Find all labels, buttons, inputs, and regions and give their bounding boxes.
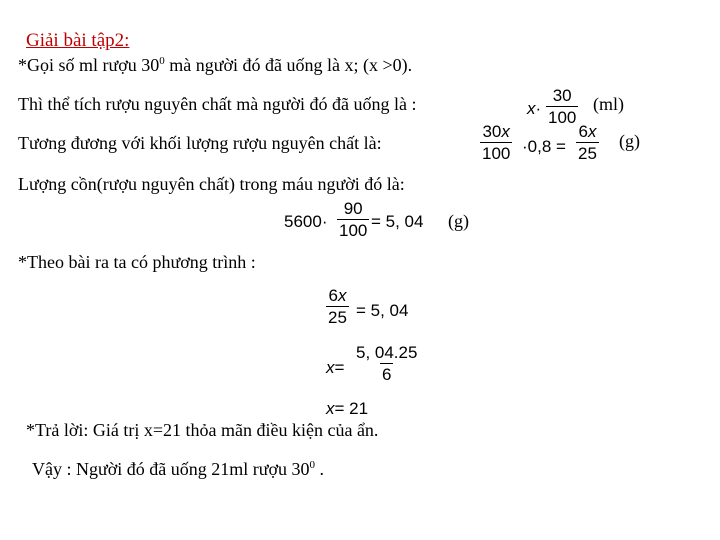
volume-fraction (546, 87, 578, 126)
line1-text: *Gọi số ml rượu 30 (18, 55, 160, 75)
fraction-numerator: 90 (343, 199, 363, 218)
fraction-denominator: 100 (339, 221, 368, 240)
conclusion-main: Vậy : Người đó đã uống 21ml rượu 30 (32, 459, 310, 479)
conclusion-degree: 0 (309, 459, 316, 471)
fraction-numerator: 6x (578, 122, 597, 141)
equation3: x= 21 (326, 399, 369, 418)
fraction-denominator: 6 (381, 365, 392, 384)
mass-fraction-right (576, 123, 599, 162)
fraction-numerator: 5, 04.25 (356, 343, 418, 362)
volume-unit: (ml) (593, 94, 624, 114)
fraction-numerator: 6x (328, 286, 347, 305)
fraction-denominator: 100 (548, 108, 577, 127)
conclusion-end: . (315, 459, 325, 479)
line-mass-text: Tương đương với khối lượng rượu nguyên chất là: (18, 133, 382, 153)
line-variable-definition (18, 56, 412, 74)
mass-unit: (g) (619, 131, 640, 151)
fraction-denominator: 100 (482, 144, 511, 163)
line-volume-text: Thì thể tích rượu nguyên chất mà người đó đã uống là : (18, 94, 417, 114)
exercise-title: Giải bài tập2: (26, 30, 130, 51)
conclusion-text (32, 460, 324, 478)
equation1-rhs: = 5, 04 (356, 301, 409, 320)
mass-fraction-left (480, 123, 512, 162)
fraction-numerator: 30 (552, 86, 572, 105)
fraction-denominator: 25 (578, 144, 597, 163)
equation2-fraction (354, 344, 419, 383)
line1-degree: 0 (159, 55, 165, 67)
mass-middle: ·0,8 = (522, 137, 566, 156)
line1-rest: mà người đó đã uống là x; (x >0). (164, 55, 413, 75)
fraction-numerator: 30x (482, 122, 510, 141)
line-equation-intro: *Theo bài ra ta có phương trình : (18, 252, 256, 272)
volume-var: x· (527, 99, 542, 118)
blood-lhs: 5600· (284, 212, 328, 231)
blood-rhs: = 5, 04 (371, 212, 424, 231)
fraction-denominator: 25 (328, 308, 347, 327)
blood-fraction (337, 200, 369, 239)
equation1-fraction (326, 287, 349, 326)
equation2-var: x= (326, 358, 345, 377)
answer-text: *Trả lời: Giá trị x=21 thỏa mãn điều kiện của ẩn. (26, 420, 379, 440)
blood-unit: (g) (448, 211, 469, 231)
line-blood-alcohol-text: Lượng cồn(rượu nguyên chất) trong máu người đó là: (18, 174, 405, 194)
